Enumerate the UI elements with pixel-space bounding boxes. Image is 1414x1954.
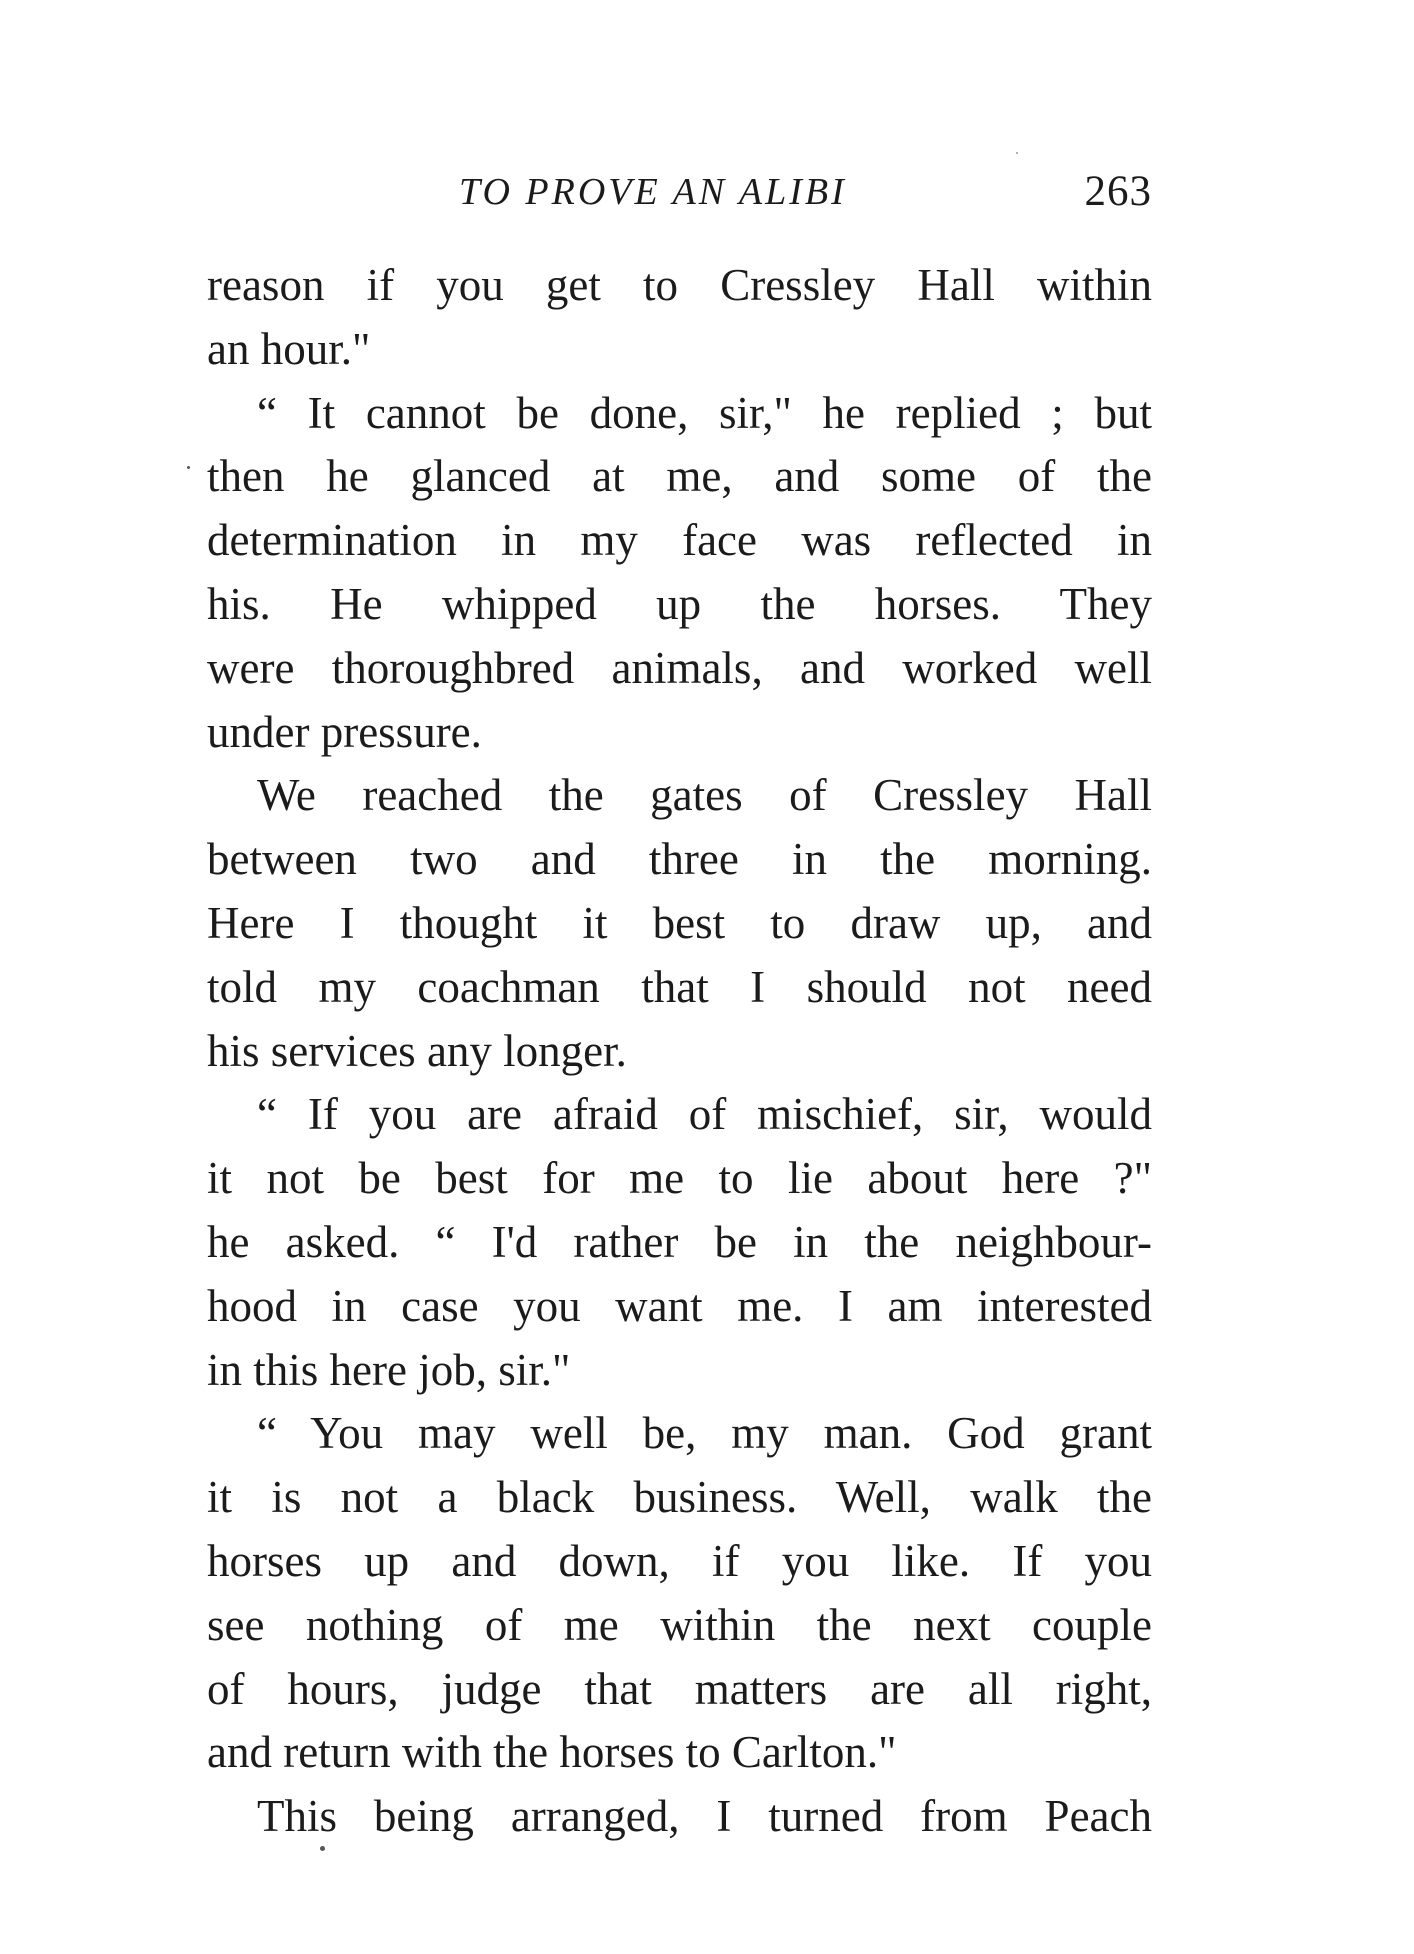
text-line: of hours, judge that matters are all right, xyxy=(207,1663,1152,1714)
text-line: it is not a black business. Well, walk the xyxy=(207,1472,1152,1523)
text-line: he asked. “ I'd rather be in the neighbour- xyxy=(207,1216,1152,1267)
paper-speck xyxy=(1016,152,1018,154)
text-line: This being arranged, I turned from Peach xyxy=(257,1791,1152,1842)
paper-speck xyxy=(320,1846,325,1851)
running-title: TO PROVE AN ALIBI xyxy=(459,171,847,213)
text-line: “ You may well be, my man. God grant xyxy=(257,1408,1152,1459)
text-line: determination in my face was reflected in xyxy=(207,515,1152,566)
page-number: 263 xyxy=(1084,168,1152,215)
text-line: told my coachman that I should not need xyxy=(207,961,1152,1012)
text-line: see nothing of me within the next couple xyxy=(207,1599,1152,1650)
text-line: an hour." xyxy=(207,323,371,374)
text-line: were thoroughbred animals, and worked well xyxy=(207,642,1152,693)
text-line: his services any longer. xyxy=(207,1025,627,1076)
text-line: it not be best for me to lie about here ?" xyxy=(207,1153,1152,1204)
text-line: and return with the horses to Carlton." xyxy=(207,1727,897,1778)
text-line: horses up and down, if you like. If you xyxy=(207,1535,1152,1586)
text-line: “ If you are afraid of mischief, sir, would xyxy=(257,1089,1152,1140)
text-line: Here I thought it best to draw up, and xyxy=(207,897,1152,948)
text-line: “ It cannot be done, sir," he replied ; but xyxy=(257,387,1152,438)
text-line: then he glanced at me, and some of the xyxy=(207,451,1152,502)
text-line: hood in case you want me. I am interested xyxy=(207,1280,1152,1331)
text-line: We reached the gates of Cressley Hall xyxy=(257,770,1152,821)
paper-speck xyxy=(187,466,190,469)
text-line: his. He whipped up the horses. They xyxy=(207,578,1152,629)
text-line: between two and three in the morning. xyxy=(207,834,1152,885)
running-head xyxy=(207,164,1152,220)
text-line: reason if you get to Cressley Hall within xyxy=(207,260,1152,310)
body-text xyxy=(207,254,1152,1849)
text-line: under pressure. xyxy=(207,706,482,757)
text-line: in this here job, sir." xyxy=(207,1344,571,1395)
